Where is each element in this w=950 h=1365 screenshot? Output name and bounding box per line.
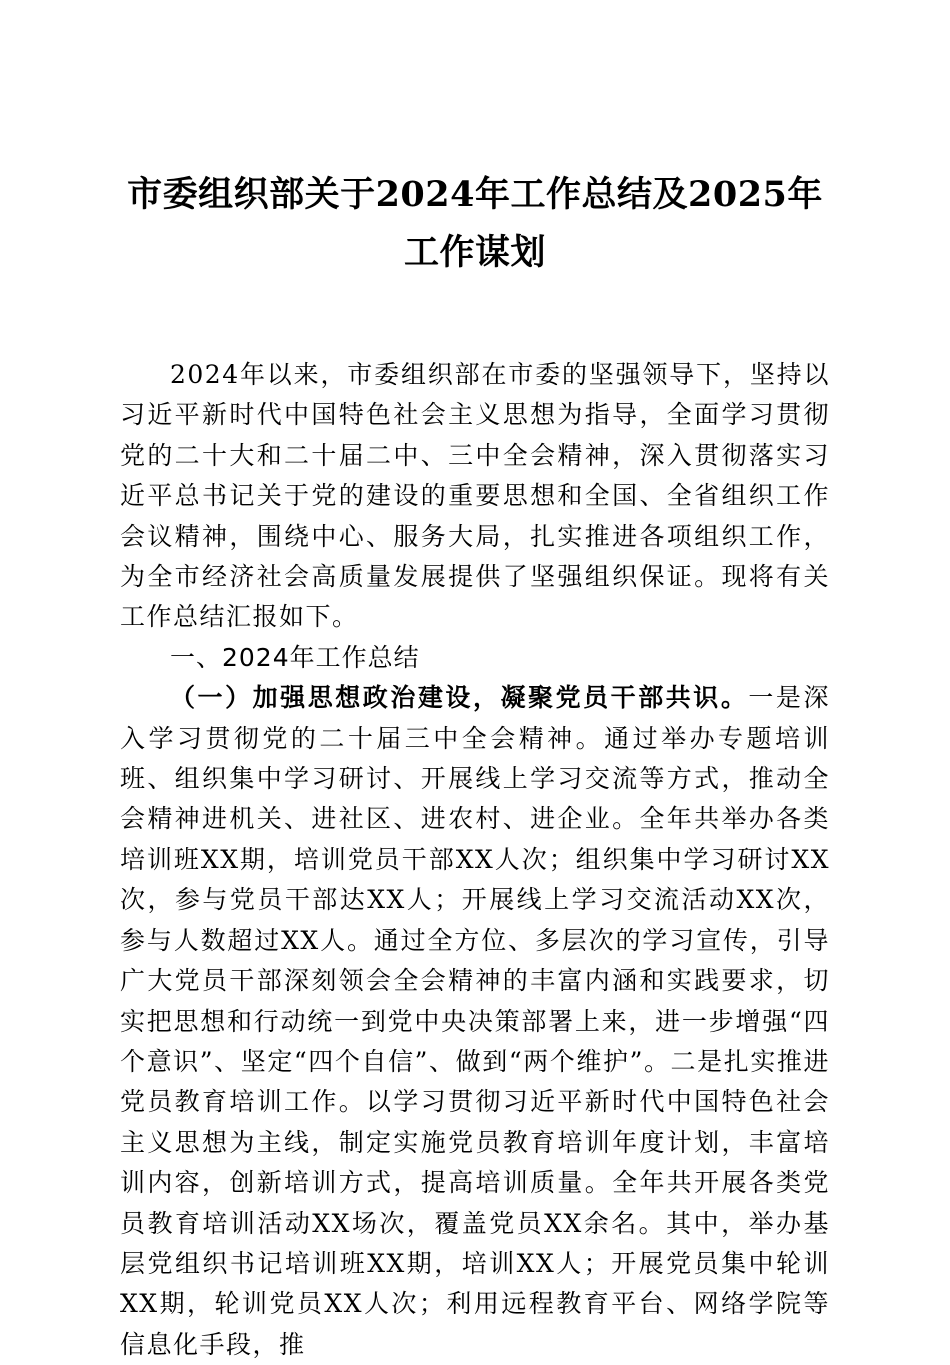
body-paragraph bbox=[120, 678, 830, 1365]
intro-paragraph: 2024年以来，市委组织部在市委的坚强领导下，坚持以习近平新时代中国特色社会主义思想为指导，全面学习贯彻党的二十大和二十届二中、三中全会精神，深入贯彻落实习近平总书记关于党的建设的重要思想和全国、全省组织工作会议精神，围绕中心、服务大局，扎实推进各项组织工作，为全市经济社会高质量发展提供了坚强组织保证。现将有关工作总结汇报如下。 bbox=[120, 360, 830, 632]
paragraph-text: 一是深入学习贯彻党的二十届三中全会精神。通过举办专题培训班、组织集中学习研讨、开展线上学习交流等方式，推动全会精神进机关、进社区、进农村、进企业。全年共举办各类培训班XX期，培训党员干部XX人次；组织集中学习研讨XX次，参与党员干部达XX人；开展线上学习交流活动XX次，参与人数超过XX人。通过全方位、多层次的学习宣传，引导广大党员干部深刻领会全会精神的丰富内涵和实践要求，切实把思想和行动统一到党中央决策部署上来，进一步增强“四个意识”、坚定“四个自信”、做到“两个维护”。二是扎实推进党员教育培训工作。以学习贯彻习近平新时代中国特色社会主义思想为主线，制定实施党员教育培训年度计划，丰富培训内容，创新培训方式，提高培训质量。全年共开展各类党员教育培训活动XX场次，覆盖党员XX余名。其中，举办基层党组织书记培训班XX期，培训XX人；开展党员集中轮训XX期，轮训党员XX人次；利用远程教育平台、网络学院等信息化手段，推 bbox=[120, 683, 830, 1359]
sub-heading: （一）加强思想政治建设，凝聚党员干部共识。 bbox=[170, 683, 749, 713]
section-heading: 一、2024年工作总结 bbox=[170, 642, 420, 672]
document-body bbox=[120, 355, 830, 1365]
document-title: 市委组织部关于2024年工作总结及2025年工作谋划 bbox=[127, 174, 823, 273]
